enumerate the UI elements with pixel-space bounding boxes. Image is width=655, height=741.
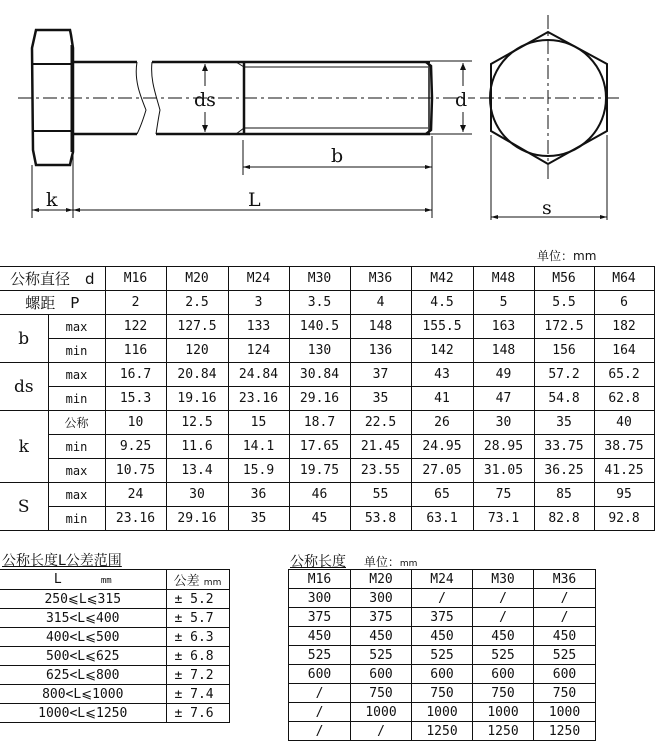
table-cell: 41.25 [594,459,654,483]
table-cell: 28.95 [473,435,534,459]
table-cell: 1250 [534,722,596,741]
table-cell: 10.75 [105,459,166,483]
size-header: M64 [594,267,654,291]
table-row [0,609,229,628]
table-cell: 75 [473,483,534,507]
table-row [0,483,654,507]
table-row [289,722,596,741]
table-cell: 12.5 [166,411,228,435]
table-cell: 163 [473,315,534,339]
table-cell: 31.05 [473,459,534,483]
table-cell: 62.8 [594,387,654,411]
table-cell: 73.1 [473,507,534,531]
table-cell: 23.16 [228,387,289,411]
table-cell: 375 [289,608,351,627]
table-cell: 95 [594,483,654,507]
label-k: k [46,189,58,211]
table-cell: 375 [412,608,473,627]
table-cell: 1250 [412,722,473,741]
table-cell: 148 [350,315,411,339]
table-cell: 122 [105,315,166,339]
pitch-value: 2 [105,291,166,315]
length-range: 315<L⩽400 [0,609,166,628]
table-row [0,704,229,723]
table-cell: 9.25 [105,435,166,459]
table-cell: 164 [594,339,654,363]
table-cell: / [534,608,596,627]
size-header: M16 [105,267,166,291]
pitch-value: 4.5 [411,291,473,315]
table-cell: 124 [228,339,289,363]
table-cell: 11.6 [166,435,228,459]
table-cell: 142 [411,339,473,363]
table-cell: / [534,589,596,608]
size-header: M36 [534,570,596,589]
sub-label: max [48,483,105,507]
table-cell: 23.16 [105,507,166,531]
table-cell: 450 [412,627,473,646]
size-header: M20 [351,570,412,589]
table-row [289,608,596,627]
table-cell: 136 [350,339,411,363]
table-cell: 36 [228,483,289,507]
table-cell: 65.2 [594,363,654,387]
sub-label: min [48,339,105,363]
table-row [289,646,596,665]
table-row [0,411,654,435]
table-cell: 172.5 [534,315,594,339]
table-row [0,685,229,704]
table-cell: 24.95 [411,435,473,459]
table-cell: 57.2 [534,363,594,387]
pitch-value: 3 [228,291,289,315]
size-header: M36 [350,267,411,291]
tolerance-value: ± 6.8 [166,647,229,666]
table-cell: 85 [534,483,594,507]
table-cell: 20.84 [166,363,228,387]
table-cell: 63.1 [411,507,473,531]
table-row [289,703,596,722]
table-cell: 133 [228,315,289,339]
table-cell: 525 [473,646,534,665]
table-cell: 82.8 [534,507,594,531]
table-cell: 300 [351,589,412,608]
table-cell: 750 [351,684,412,703]
tolerance-value: ± 6.3 [166,628,229,647]
table-cell: 24 [105,483,166,507]
table-cell: 525 [351,646,412,665]
table-cell: 10 [105,411,166,435]
table-cell: 1000 [351,703,412,722]
table-row [289,589,596,608]
table-row [0,339,654,363]
table-cell: 46 [289,483,350,507]
table-cell: 45 [289,507,350,531]
table-row [289,665,596,684]
group-label: ds [0,363,48,411]
table-cell: 49 [473,363,534,387]
label-ds: ds [194,89,216,111]
table-cell: 30 [473,411,534,435]
length-range: 400<L⩽500 [0,628,166,647]
table-row [0,666,229,685]
table-cell: 30.84 [289,363,350,387]
tolerance-value: ± 5.2 [166,590,229,609]
length-range: 500<L⩽625 [0,647,166,666]
table-cell: 375 [351,608,412,627]
bolt-drawing [0,0,655,230]
size-header: M30 [473,570,534,589]
main-unit-note: 单位：mm [537,249,597,263]
table-cell: 148 [473,339,534,363]
length-range: 250⩽L⩽315 [0,590,166,609]
table-row [0,459,654,483]
tolerance-header-row [0,570,229,590]
col-tol-header: 公差 mm [166,570,229,590]
table-cell: 750 [412,684,473,703]
table-cell: / [473,589,534,608]
table-cell: 29.16 [166,507,228,531]
table-cell: 47 [473,387,534,411]
table-cell: 26 [411,411,473,435]
size-header: M48 [473,267,534,291]
table-cell: 600 [473,665,534,684]
table-row [289,684,596,703]
tolerance-value: ± 5.7 [166,609,229,628]
pitch-value: 5 [473,291,534,315]
table-cell: 1000 [534,703,596,722]
sub-label: max [48,459,105,483]
length-table [288,569,596,741]
label-b: b [331,145,344,167]
table-cell: 15.9 [228,459,289,483]
table-cell: 27.05 [411,459,473,483]
length-range: 800<L⩽1000 [0,685,166,704]
table-cell: 14.1 [228,435,289,459]
table-cell: 15 [228,411,289,435]
table-cell: 35 [534,411,594,435]
table-cell: 55 [350,483,411,507]
table-cell: 54.8 [534,387,594,411]
table-cell: 450 [473,627,534,646]
pitch-value: 3.5 [289,291,350,315]
table-cell: / [351,722,412,741]
size-header: M42 [411,267,473,291]
pitch-value: 5.5 [534,291,594,315]
size-header-row [0,267,654,291]
label-L: L [248,189,261,211]
sub-label: max [48,315,105,339]
table-cell: 65 [411,483,473,507]
table-cell: 750 [473,684,534,703]
label-s: s [542,197,552,219]
table-cell: 23.55 [350,459,411,483]
table-cell: 43 [411,363,473,387]
tolerance-table [0,569,230,723]
table-row [0,435,654,459]
tolerance-caption: 公称长度L公差范围 [2,553,122,569]
table-cell: 29.16 [289,387,350,411]
table-cell: 53.8 [350,507,411,531]
size-header: M16 [289,570,351,589]
length-range: 625<L⩽800 [0,666,166,685]
size-header: M24 [228,267,289,291]
table-cell: 21.45 [350,435,411,459]
table-cell: / [289,722,351,741]
table-cell: 450 [534,627,596,646]
table-cell: 40 [594,411,654,435]
table-cell: 19.16 [166,387,228,411]
tolerance-value: ± 7.2 [166,666,229,685]
table-row [289,627,596,646]
table-cell: 22.5 [350,411,411,435]
table-cell: 38.75 [594,435,654,459]
table-cell: 450 [289,627,351,646]
pitch-value: 6 [594,291,654,315]
table-cell: 155.5 [411,315,473,339]
table-row [0,628,229,647]
table-cell: 450 [351,627,412,646]
pitch-value: 2.5 [166,291,228,315]
length-header-row [289,570,596,589]
table-cell: 600 [412,665,473,684]
table-cell: 1000 [412,703,473,722]
table-cell: 120 [166,339,228,363]
nominal-diameter-label: 公称直径 d [0,267,105,291]
pitch-row [0,291,654,315]
label-d: d [455,89,468,111]
group-label: b [0,315,48,363]
table-cell: 182 [594,315,654,339]
group-label: k [0,411,48,483]
table-cell: 36.25 [534,459,594,483]
table-cell: / [473,608,534,627]
table-cell: 92.8 [594,507,654,531]
table-row [0,363,654,387]
table-cell: / [289,684,351,703]
table-cell: 13.4 [166,459,228,483]
table-cell: 35 [228,507,289,531]
col-L-header: L mm [0,570,166,590]
table-cell: 300 [289,589,351,608]
dimension-table [0,266,655,531]
table-cell: 30 [166,483,228,507]
size-header: M56 [534,267,594,291]
tolerance-value: ± 7.4 [166,685,229,704]
table-row [0,507,654,531]
table-cell: 18.7 [289,411,350,435]
pitch-value: 4 [350,291,411,315]
size-header: M20 [166,267,228,291]
table-cell: 19.75 [289,459,350,483]
group-label: S [0,483,48,531]
sub-label: min [48,435,105,459]
length-range: 1000<L⩽1250 [0,704,166,723]
sub-label: min [48,507,105,531]
table-row [0,387,654,411]
table-cell: 600 [289,665,351,684]
table-cell: / [412,589,473,608]
table-cell: 37 [350,363,411,387]
table-cell: 600 [534,665,596,684]
pitch-label: 螺距 P [0,291,105,315]
table-cell: 116 [105,339,166,363]
table-row [0,647,229,666]
table-cell: 24.84 [228,363,289,387]
sub-label: min [48,387,105,411]
tolerance-value: ± 7.6 [166,704,229,723]
table-cell: 130 [289,339,350,363]
table-row [0,315,654,339]
table-cell: 525 [534,646,596,665]
size-header: M30 [289,267,350,291]
table-cell: 525 [289,646,351,665]
table-cell: 127.5 [166,315,228,339]
length-caption: 公称长度 单位：mm [290,554,418,570]
table-row [0,590,229,609]
sub-label: max [48,363,105,387]
table-cell: 1250 [473,722,534,741]
table-cell: 750 [534,684,596,703]
table-cell: 15.3 [105,387,166,411]
table-cell: 1000 [473,703,534,722]
sub-label: 公称 [48,411,105,435]
table-cell: 16.7 [105,363,166,387]
size-header: M24 [412,570,473,589]
table-cell: 156 [534,339,594,363]
table-cell: 41 [411,387,473,411]
table-cell: 140.5 [289,315,350,339]
table-cell: 33.75 [534,435,594,459]
table-cell: 600 [351,665,412,684]
table-cell: / [289,703,351,722]
table-cell: 17.65 [289,435,350,459]
table-cell: 525 [412,646,473,665]
table-cell: 35 [350,387,411,411]
